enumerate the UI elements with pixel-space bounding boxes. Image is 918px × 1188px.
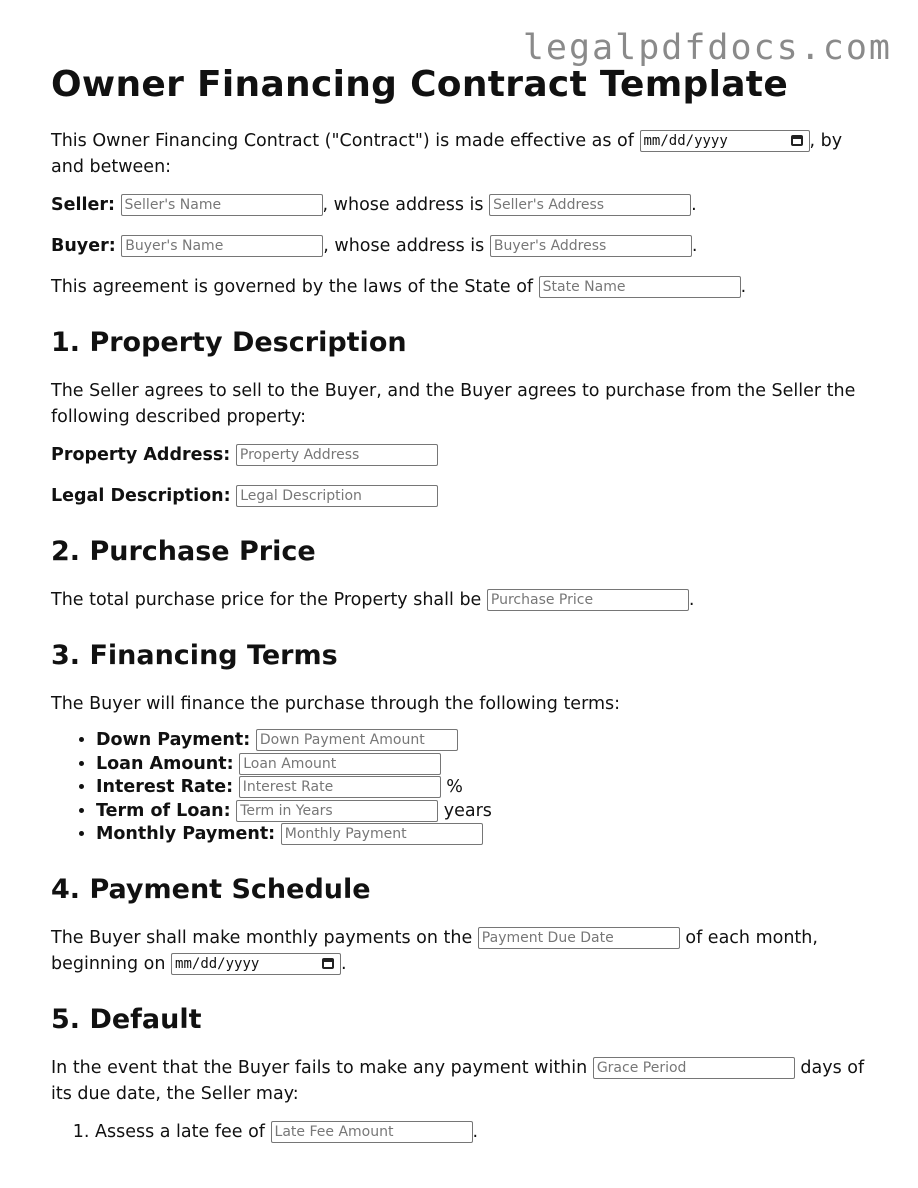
section-2-heading: 2. Purchase Price (51, 536, 316, 567)
list-item (96, 800, 871, 824)
effective-date-input[interactable] (640, 130, 810, 152)
default-remedies-list (51, 1119, 871, 1145)
term-of-loan-label: Term of Loan: (96, 800, 231, 821)
list-item (96, 823, 871, 847)
late-fee-end: . (472, 1121, 479, 1142)
term-of-loan-suffix: years (443, 800, 492, 821)
governing-law-row (51, 274, 871, 300)
default-text: In the event that the Buyer fails to make any payment within (51, 1057, 588, 1078)
interest-rate-input[interactable] (239, 776, 441, 798)
calendar-icon[interactable] (791, 135, 803, 146)
term-of-loan-input[interactable] (236, 800, 438, 822)
payment-due-date-input[interactable] (478, 927, 680, 949)
seller-name-input[interactable] (121, 194, 323, 216)
down-payment-input[interactable] (256, 729, 458, 751)
list-item (96, 776, 871, 800)
property-address-label: Property Address: (51, 445, 231, 465)
watermark: legalpdfdocs.com (522, 28, 892, 68)
seller-end: . (691, 195, 697, 215)
purchase-price-text: The total purchase price for the Property shall be (51, 590, 482, 610)
section-3-heading: 3. Financing Terms (51, 640, 338, 671)
loan-amount-input[interactable] (239, 753, 441, 775)
monthly-payment-label: Monthly Payment: (96, 824, 276, 844)
legal-description-row (51, 483, 871, 509)
purchase-price-row (51, 587, 871, 613)
beginning-date-placeholder: mm/dd/yyyy (175, 955, 260, 972)
page-title: Owner Financing Contract Template (51, 64, 789, 105)
beginning-date-input[interactable] (171, 953, 341, 975)
seller-address-input[interactable] (489, 194, 691, 216)
governing-end: . (740, 277, 747, 297)
section-1-text: The Seller agrees to sell to the Buyer, and the Buyer agrees to purchase from the Seller the following described property: (51, 381, 856, 427)
late-fee-text: Assess a late fee of (95, 1121, 265, 1142)
payment-schedule-text: The Buyer shall make monthly payments on the (51, 927, 473, 948)
buyer-label: Buyer: (51, 236, 116, 256)
monthly-payment-input[interactable] (281, 823, 483, 845)
buyer-end: . (691, 236, 698, 256)
payment-schedule-paragraph (51, 925, 871, 977)
grace-period-input[interactable] (593, 1057, 795, 1079)
section-5-heading: 5. Default (51, 1003, 202, 1035)
payment-schedule-text-middle: of each month, beginning on (51, 927, 818, 974)
intro-text-after: , by and between: (51, 131, 843, 177)
governing-law-text: This agreement is governed by the laws of the State of (51, 277, 534, 297)
loan-amount-label: Loan Amount: (96, 753, 234, 774)
list-item (96, 753, 871, 777)
seller-row (51, 192, 871, 218)
default-text-after: days of its due date, the Seller may: (51, 1057, 865, 1104)
legal-description-input[interactable] (236, 485, 438, 507)
contract-document (51, 62, 871, 1145)
purchase-price-input[interactable] (487, 589, 689, 611)
interest-rate-label: Interest Rate: (96, 777, 234, 797)
buyer-address-text: , whose address is (323, 236, 485, 256)
section-1-heading: 1. Property Description (51, 327, 407, 358)
section-3-text: The Buyer will finance the purchase through the following terms: (51, 694, 621, 714)
property-address-input[interactable] (236, 444, 438, 466)
late-fee-input[interactable] (271, 1121, 473, 1143)
intro-paragraph (51, 128, 871, 180)
intro-text: This Owner Financing Contract ("Contract") is made effective as of (51, 131, 634, 151)
financing-terms-list (51, 729, 871, 847)
seller-label: Seller: (51, 195, 115, 215)
legal-description-label: Legal Description: (51, 486, 231, 506)
buyer-row (51, 233, 871, 259)
down-payment-label: Down Payment: (96, 730, 251, 750)
buyer-name-input[interactable] (121, 235, 323, 257)
default-paragraph (51, 1055, 871, 1107)
purchase-price-end: . (688, 590, 695, 610)
interest-rate-suffix: % (446, 777, 463, 797)
property-address-row (51, 442, 871, 468)
seller-address-text: , whose address is (322, 195, 484, 215)
state-name-input[interactable] (539, 276, 741, 298)
payment-schedule-end: . (341, 953, 347, 974)
calendar-icon[interactable] (322, 958, 334, 969)
list-item (95, 1119, 871, 1145)
effective-date-placeholder: mm/dd/yyyy (643, 133, 728, 149)
list-item (96, 729, 871, 753)
section-4-heading: 4. Payment Schedule (51, 873, 371, 905)
buyer-address-input[interactable] (490, 235, 692, 257)
